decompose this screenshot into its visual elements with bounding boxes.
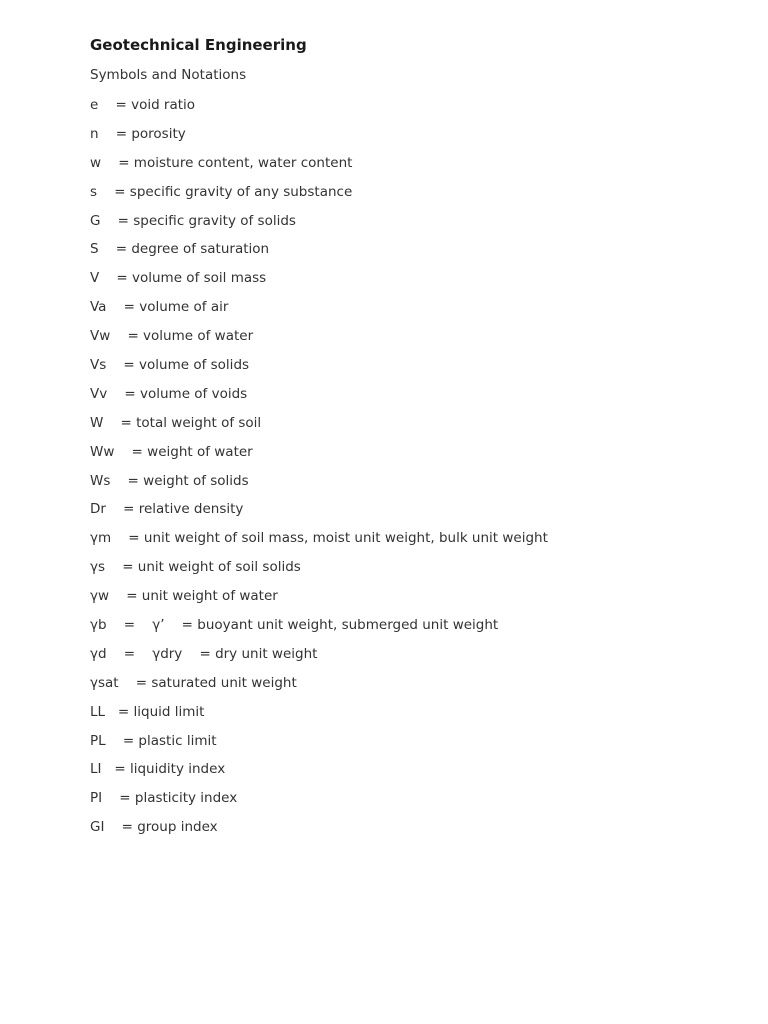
page-subtitle: Symbols and Notations — [90, 67, 247, 83]
notation-line: s = specific gravity of any substance — [90, 183, 353, 200]
notation-line: n = porosity — [90, 125, 186, 142]
notation-line: PL = plastic limit — [90, 732, 217, 749]
notation-line: Vw = volume of water — [90, 328, 254, 345]
notation-line: γw = unit weight of water — [90, 588, 278, 605]
notation-list — [90, 96, 548, 847]
notation-line: Ww = weight of water — [90, 443, 253, 460]
notation-line: V = volume of soil mass — [90, 270, 267, 287]
notation-line: Va = volume of air — [90, 299, 229, 316]
notation-line: γm = unit weight of soil mass, moist unit weight, bulk unit weight — [90, 530, 548, 547]
notation-line: Ws = weight of solids — [90, 472, 249, 489]
notation-line: γs = unit weight of soil solids — [90, 559, 301, 576]
notation-line: S = degree of saturation — [90, 241, 270, 258]
notation-line: G = specific gravity of solids — [90, 212, 296, 229]
notation-line: LL = liquid limit — [90, 703, 205, 720]
notation-line: Vv = volume of voids — [90, 385, 248, 402]
notation-line: w = moisture content, water content — [90, 154, 353, 171]
notation-line: γd = γdry = dry unit weight — [90, 645, 318, 662]
notation-line: GI = group index — [90, 819, 218, 836]
notation-line: γsat = saturated unit weight — [90, 674, 297, 691]
notation-line: Dr = relative density — [90, 501, 244, 518]
notation-line: PI = plasticity index — [90, 790, 238, 807]
notation-line: LI = liquidity index — [90, 761, 226, 778]
page-title: Geotechnical Engineering — [90, 36, 307, 54]
notation-line: e = void ratio — [90, 97, 196, 113]
notation-line: W = total weight of soil — [90, 414, 262, 431]
notation-line: Vs = volume of solids — [90, 357, 250, 374]
notation-line: γb = γ’ = buoyant unit weight, submerged unit weight — [90, 617, 499, 634]
